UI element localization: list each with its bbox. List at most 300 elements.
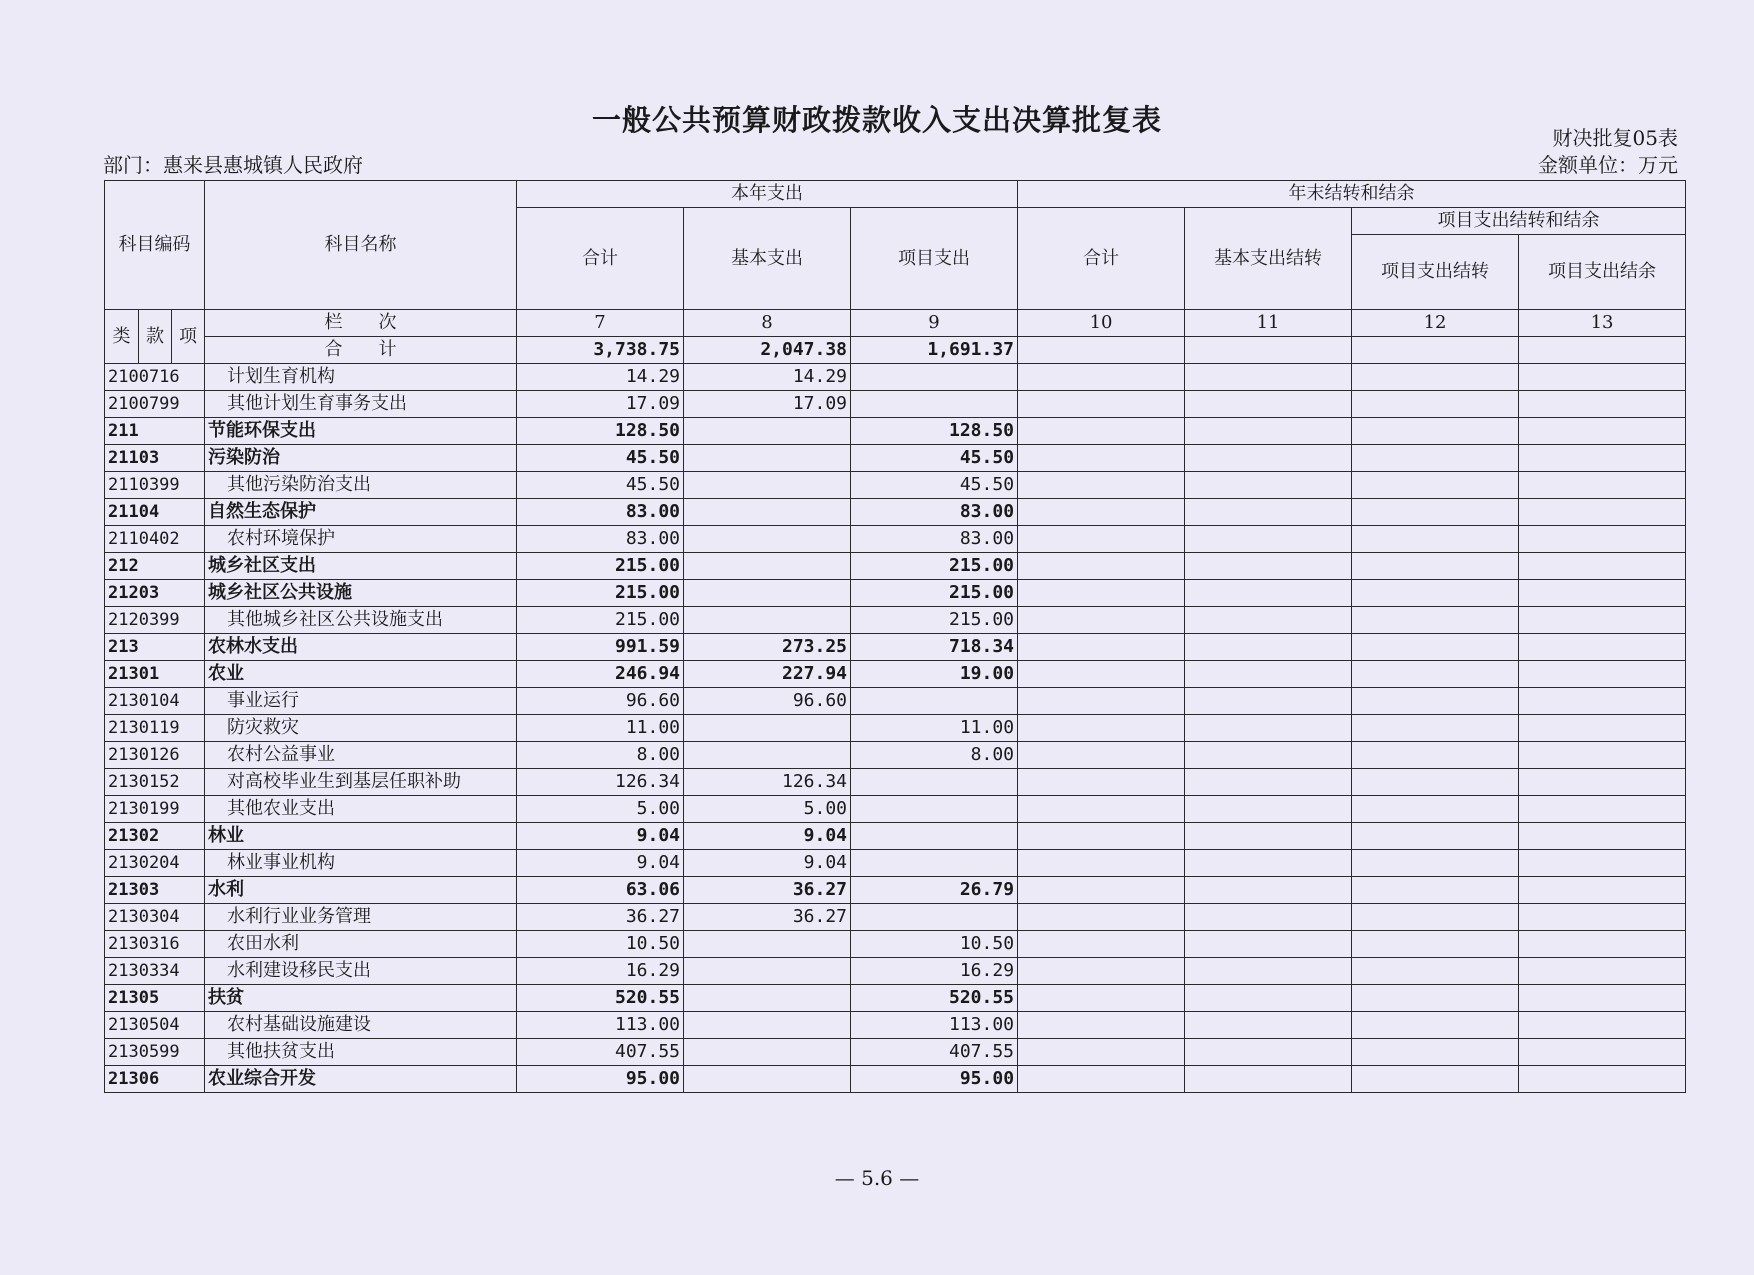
table-row [105,1066,1686,1093]
row-project [851,850,1018,877]
table-row [105,1012,1686,1039]
row-project-carry [1352,553,1519,580]
row-project-carry [1352,715,1519,742]
row-basic-carry [1185,823,1352,850]
row-name: 水利建设移民支出 [205,958,517,985]
row-basic-carry [1185,553,1352,580]
page-number: — 5.6 — [834,1166,920,1190]
table-row [105,769,1686,796]
row-ye-total [1018,931,1185,958]
row-project-surplus [1519,634,1686,661]
row-basic: 9.04 [684,823,851,850]
table-row [105,418,1686,445]
row-project-surplus [1519,472,1686,499]
row-total: 215.00 [517,580,684,607]
row-project-surplus [1519,1012,1686,1039]
header-project-group: 项目支出结转和结余 [1352,208,1686,235]
row-project-carry [1352,364,1519,391]
form-number: 财决批复05表 [1552,126,1678,150]
table-row [105,526,1686,553]
row-project [851,904,1018,931]
row-ye-total [1018,499,1185,526]
row-project [851,688,1018,715]
row-ye-total [1018,877,1185,904]
row-project-carry [1352,418,1519,445]
row-basic [684,418,851,445]
row-project-carry [1352,1066,1519,1093]
row-name: 农业综合开发 [205,1066,517,1093]
header-project: 项目支出 [851,208,1018,310]
row-project-carry [1352,607,1519,634]
row-code: 2130316 [105,931,205,958]
row-project [851,823,1018,850]
row-basic-carry [1185,526,1352,553]
row-ye-total [1018,607,1185,634]
header-name: 科目名称 [205,181,517,310]
row-code: 21303 [105,877,205,904]
row-project-surplus [1519,877,1686,904]
row-code: 213 [105,634,205,661]
row-basic-carry [1185,634,1352,661]
row-basic [684,553,851,580]
row-code: 2100799 [105,391,205,418]
row-total: 45.50 [517,445,684,472]
row-total: 10.50 [517,931,684,958]
row-project-surplus [1519,850,1686,877]
row-basic [684,715,851,742]
row-project: 113.00 [851,1012,1018,1039]
row-project-carry [1352,823,1519,850]
row-name: 其他污染防治支出 [205,472,517,499]
row-project: 8.00 [851,742,1018,769]
table-row [105,688,1686,715]
header-ye-total: 合计 [1018,208,1185,310]
row-project [851,796,1018,823]
row-project-surplus [1519,364,1686,391]
row-project-surplus [1519,499,1686,526]
row-ye-total [1018,715,1185,742]
row-code: 2130119 [105,715,205,742]
row-project-surplus [1519,958,1686,985]
row-basic [684,607,851,634]
col-num-13: 13 [1519,310,1686,337]
row-total: 63.06 [517,877,684,904]
row-basic [684,580,851,607]
col-num-8: 8 [684,310,851,337]
row-total: 17.09 [517,391,684,418]
row-name: 水利行业业务管理 [205,904,517,931]
row-project: 45.50 [851,445,1018,472]
row-total: 45.50 [517,472,684,499]
row-code: 2130126 [105,742,205,769]
row-project-surplus [1519,985,1686,1012]
row-project-surplus [1519,715,1686,742]
row-ye-total [1018,1039,1185,1066]
row-total: 215.00 [517,607,684,634]
row-code: 21302 [105,823,205,850]
col-num-10: 10 [1018,310,1185,337]
total-total: 3,738.75 [517,337,684,364]
row-name: 水利 [205,877,517,904]
header-total: 合计 [517,208,684,310]
row-project: 215.00 [851,580,1018,607]
header-code: 科目编码 [105,181,205,310]
row-name: 农村环境保护 [205,526,517,553]
row-basic [684,958,851,985]
row-basic-carry [1185,931,1352,958]
row-code: 212 [105,553,205,580]
row-ye-total [1018,364,1185,391]
row-name: 城乡社区公共设施 [205,580,517,607]
col-num-7: 7 [517,310,684,337]
row-total: 246.94 [517,661,684,688]
row-basic: 273.25 [684,634,851,661]
total-project: 1,691.37 [851,337,1018,364]
row-project-surplus [1519,796,1686,823]
row-total: 16.29 [517,958,684,985]
row-code: 2120399 [105,607,205,634]
row-total: 8.00 [517,742,684,769]
total-basic: 2,047.38 [684,337,851,364]
table-row [105,472,1686,499]
header-lei: 类 [105,310,139,364]
table-row [105,364,1686,391]
row-basic-carry [1185,472,1352,499]
row-project-carry [1352,877,1519,904]
row-basic-carry [1185,688,1352,715]
row-name: 林业事业机构 [205,850,517,877]
row-basic [684,742,851,769]
col-num-12: 12 [1352,310,1519,337]
row-code: 2100716 [105,364,205,391]
row-project [851,364,1018,391]
row-basic-carry [1185,445,1352,472]
row-ye-total [1018,742,1185,769]
row-total: 9.04 [517,823,684,850]
header-lanci: 栏 次 [205,310,517,337]
row-total: 96.60 [517,688,684,715]
row-basic-carry [1185,904,1352,931]
row-project-carry [1352,580,1519,607]
row-project-carry [1352,634,1519,661]
row-name: 农业 [205,661,517,688]
row-ye-total [1018,634,1185,661]
row-code: 2130304 [105,904,205,931]
row-basic-carry [1185,580,1352,607]
row-code: 2130204 [105,850,205,877]
row-total: 95.00 [517,1066,684,1093]
row-basic-carry [1185,1066,1352,1093]
row-ye-total [1018,688,1185,715]
row-code: 21103 [105,445,205,472]
row-name: 扶贫 [205,985,517,1012]
row-total: 36.27 [517,904,684,931]
row-code: 21301 [105,661,205,688]
row-code: 21104 [105,499,205,526]
total-row [105,337,1686,364]
header-project-carry: 项目支出结转 [1352,235,1519,310]
table-row [105,661,1686,688]
row-ye-total [1018,661,1185,688]
row-project-surplus [1519,445,1686,472]
row-project-carry [1352,958,1519,985]
row-project: 407.55 [851,1039,1018,1066]
row-project-surplus [1519,742,1686,769]
row-project-carry [1352,472,1519,499]
table-row [105,553,1686,580]
row-project-carry [1352,688,1519,715]
row-project-carry [1352,985,1519,1012]
row-project-carry [1352,904,1519,931]
row-basic-carry [1185,499,1352,526]
row-basic-carry [1185,1039,1352,1066]
row-project-carry [1352,526,1519,553]
header-kuan: 款 [139,310,172,364]
row-ye-total [1018,985,1185,1012]
row-name: 自然生态保护 [205,499,517,526]
table-row [105,904,1686,931]
table-row [105,391,1686,418]
row-project-surplus [1519,607,1686,634]
row-name: 农田水利 [205,931,517,958]
table-row [105,742,1686,769]
table-row [105,850,1686,877]
row-basic: 36.27 [684,877,851,904]
row-name: 城乡社区支出 [205,553,517,580]
row-basic-carry [1185,769,1352,796]
row-basic: 126.34 [684,769,851,796]
row-project: 11.00 [851,715,1018,742]
row-total: 14.29 [517,364,684,391]
row-ye-total [1018,391,1185,418]
header-basic-carry: 基本支出结转 [1185,208,1352,310]
row-ye-total [1018,580,1185,607]
row-total: 215.00 [517,553,684,580]
header-xiang: 项 [172,310,205,364]
report-title: 一般公共预算财政拨款收入支出决算批复表 [591,103,1162,137]
row-basic-carry [1185,1012,1352,1039]
table-row [105,499,1686,526]
row-project-carry [1352,499,1519,526]
col-num-9: 9 [851,310,1018,337]
row-ye-total [1018,904,1185,931]
row-code: 21306 [105,1066,205,1093]
row-project-surplus [1519,580,1686,607]
row-project-carry [1352,1012,1519,1039]
row-total: 520.55 [517,985,684,1012]
row-name: 其他城乡社区公共设施支出 [205,607,517,634]
row-project-surplus [1519,823,1686,850]
row-ye-total [1018,472,1185,499]
row-name: 事业运行 [205,688,517,715]
row-code: 2130152 [105,769,205,796]
row-project [851,391,1018,418]
col-num-11: 11 [1185,310,1352,337]
row-total: 128.50 [517,418,684,445]
row-project-carry [1352,445,1519,472]
row-basic-carry [1185,742,1352,769]
row-project: 19.00 [851,661,1018,688]
header-basic: 基本支出 [684,208,851,310]
row-name: 农村基础设施建设 [205,1012,517,1039]
row-project-carry [1352,661,1519,688]
row-project: 83.00 [851,499,1018,526]
row-project-surplus [1519,1066,1686,1093]
row-code: 2130334 [105,958,205,985]
table-row [105,931,1686,958]
table-row [105,796,1686,823]
row-ye-total [1018,553,1185,580]
row-name: 计划生育机构 [205,364,517,391]
row-ye-total [1018,1066,1185,1093]
row-ye-total [1018,526,1185,553]
row-project: 95.00 [851,1066,1018,1093]
row-project-carry [1352,391,1519,418]
row-name: 其他计划生育事务支出 [205,391,517,418]
row-ye-total [1018,1012,1185,1039]
row-code: 2110399 [105,472,205,499]
row-project: 16.29 [851,958,1018,985]
row-name: 林业 [205,823,517,850]
row-name: 农村公益事业 [205,742,517,769]
row-basic [684,472,851,499]
row-project-carry [1352,742,1519,769]
row-name: 农林水支出 [205,634,517,661]
row-project: 45.50 [851,472,1018,499]
row-basic [684,931,851,958]
row-code: 2130504 [105,1012,205,1039]
row-project-carry [1352,769,1519,796]
row-basic [684,1039,851,1066]
row-basic-carry [1185,850,1352,877]
row-ye-total [1018,445,1185,472]
row-project-surplus [1519,931,1686,958]
row-basic-carry [1185,715,1352,742]
row-ye-total [1018,769,1185,796]
header-year-end: 年末结转和结余 [1018,181,1686,208]
row-total: 991.59 [517,634,684,661]
row-ye-total [1018,850,1185,877]
row-project-surplus [1519,904,1686,931]
header-current-year: 本年支出 [517,181,1018,208]
row-basic-carry [1185,877,1352,904]
table-row [105,1039,1686,1066]
table-row [105,607,1686,634]
row-project [851,769,1018,796]
row-total: 83.00 [517,526,684,553]
row-project-surplus [1519,769,1686,796]
row-basic: 14.29 [684,364,851,391]
row-total: 126.34 [517,769,684,796]
table-row [105,985,1686,1012]
row-basic-carry [1185,364,1352,391]
row-project: 10.50 [851,931,1018,958]
row-name: 节能环保支出 [205,418,517,445]
row-project: 520.55 [851,985,1018,1012]
row-name: 防灾救灾 [205,715,517,742]
row-project-surplus [1519,391,1686,418]
row-total: 113.00 [517,1012,684,1039]
row-basic: 17.09 [684,391,851,418]
row-project-carry [1352,796,1519,823]
row-basic-carry [1185,985,1352,1012]
row-project: 128.50 [851,418,1018,445]
row-ye-total [1018,823,1185,850]
row-project-surplus [1519,553,1686,580]
row-basic: 96.60 [684,688,851,715]
row-basic [684,445,851,472]
row-basic: 227.94 [684,661,851,688]
row-project-surplus [1519,688,1686,715]
row-code: 211 [105,418,205,445]
header-project-surplus: 项目支出结余 [1519,235,1686,310]
row-name: 对高校毕业生到基层任职补助 [205,769,517,796]
row-ye-total [1018,796,1185,823]
row-project: 718.34 [851,634,1018,661]
row-project-surplus [1519,661,1686,688]
row-project-carry [1352,931,1519,958]
row-code: 21203 [105,580,205,607]
table-row [105,958,1686,985]
row-code: 2130104 [105,688,205,715]
row-basic [684,1066,851,1093]
row-project: 215.00 [851,607,1018,634]
total-label: 合 计 [205,337,517,364]
row-name: 其他农业支出 [205,796,517,823]
amount-unit-label: 金额单位：万元 [1538,153,1678,177]
row-code: 21305 [105,985,205,1012]
row-total: 407.55 [517,1039,684,1066]
department-label: 部门：惠来县惠城镇人民政府 [103,153,363,177]
row-project-carry [1352,1039,1519,1066]
table-row [105,580,1686,607]
table-row [105,634,1686,661]
row-basic [684,1012,851,1039]
row-total: 11.00 [517,715,684,742]
row-basic-carry [1185,796,1352,823]
budget-table [104,180,1686,1093]
row-basic [684,985,851,1012]
row-basic-carry [1185,958,1352,985]
row-basic [684,526,851,553]
row-code: 2110402 [105,526,205,553]
row-basic-carry [1185,607,1352,634]
row-project-surplus [1519,1039,1686,1066]
row-ye-total [1018,958,1185,985]
row-basic: 9.04 [684,850,851,877]
row-basic [684,499,851,526]
row-project-surplus [1519,526,1686,553]
row-project: 83.00 [851,526,1018,553]
row-ye-total [1018,418,1185,445]
row-total: 5.00 [517,796,684,823]
row-project-surplus [1519,418,1686,445]
row-total: 83.00 [517,499,684,526]
row-project: 215.00 [851,553,1018,580]
table-row [105,715,1686,742]
row-code: 2130599 [105,1039,205,1066]
row-basic-carry [1185,661,1352,688]
row-project: 26.79 [851,877,1018,904]
row-basic: 5.00 [684,796,851,823]
row-project-carry [1352,850,1519,877]
table-row [105,877,1686,904]
row-name: 污染防治 [205,445,517,472]
row-name: 其他扶贫支出 [205,1039,517,1066]
row-total: 9.04 [517,850,684,877]
row-basic-carry [1185,418,1352,445]
row-basic: 36.27 [684,904,851,931]
